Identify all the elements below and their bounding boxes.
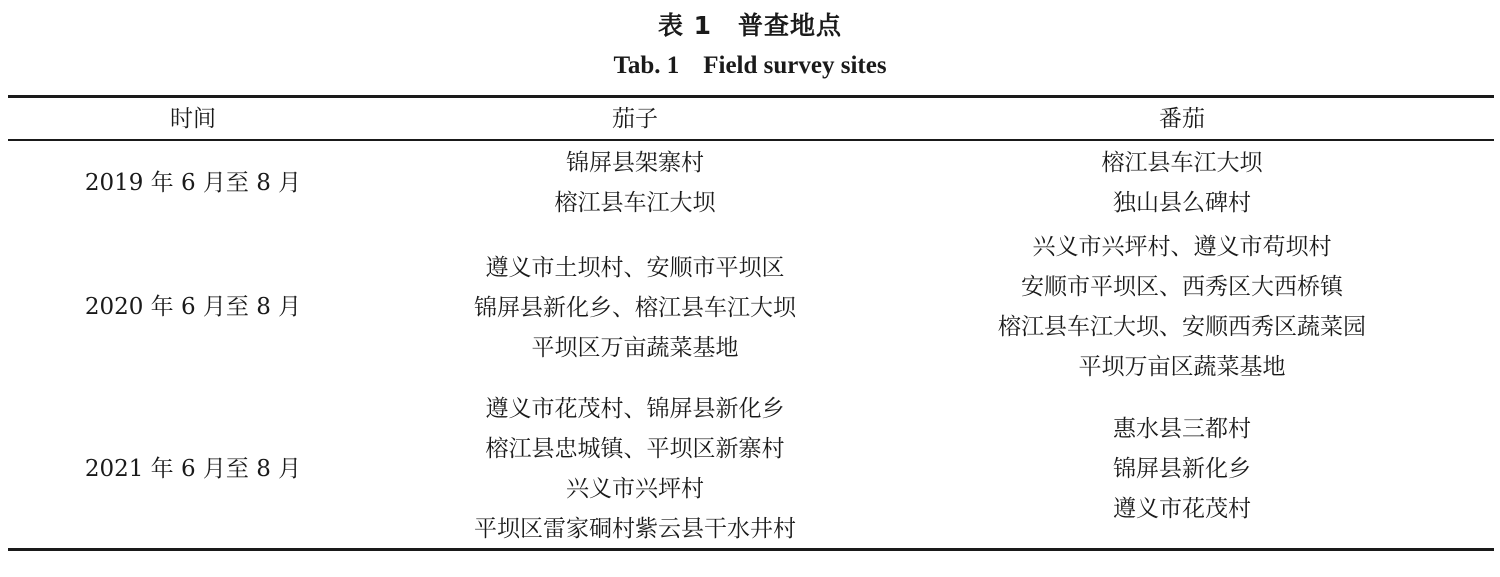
site-entry: 榕江县车江大坝、安顺西秀区蔬菜园: [998, 314, 1366, 340]
table-caption-chinese: [0, 6, 1500, 42]
table-number-english: Tab. 1: [613, 52, 680, 79]
site-entry: 平坝区雷家硐村紫云县干水井村: [474, 516, 796, 542]
site-entry: 平坝区万亩蔬菜基地: [531, 335, 739, 361]
site-entry: 锦屏县架寨村: [566, 150, 704, 176]
table-bottom-rule: [8, 548, 1494, 551]
site-entry: 遵义市花茂村: [1113, 496, 1251, 522]
table-header-rule: [8, 139, 1494, 141]
row-2019-time: 2019 年 6 月至 8 月: [84, 170, 302, 196]
header-tomato: 番茄: [1159, 106, 1205, 132]
site-entry: 遵义市土坝村、安顺市平坝区: [485, 255, 785, 281]
table-caption-english: [0, 52, 1500, 80]
site-entry: 锦屏县新化乡、榕江县车江大坝: [474, 295, 796, 321]
row-2021-time: 2021 年 6 月至 8 月: [84, 456, 302, 482]
row-2020-time: 2020 年 6 月至 8 月: [84, 294, 302, 320]
site-entry: 安顺市平坝区、西秀区大西桥镇: [1021, 274, 1343, 300]
row-2021-tomato-sites: [892, 409, 1472, 529]
site-entry: 兴义市兴坪村、遵义市苟坝村: [1032, 234, 1332, 260]
row-2020-tomato-sites: [892, 227, 1472, 387]
table-number-chinese: 表 1: [657, 11, 713, 40]
site-entry: 榕江县车江大坝: [554, 190, 716, 216]
table-title-english: Field survey sites: [703, 52, 887, 79]
row-2021-eggplant-sites: [378, 389, 892, 549]
site-entry: 兴义市兴坪村: [566, 476, 704, 502]
table-top-rule: [8, 95, 1494, 98]
site-entry: 惠水县三都村: [1113, 416, 1251, 442]
row-2019-tomato-sites: [892, 143, 1472, 223]
row-2019-eggplant-sites: [378, 143, 892, 223]
site-entry: 平坝万亩区蔬菜基地: [1078, 354, 1286, 380]
site-entry: 锦屏县新化乡: [1113, 456, 1251, 482]
site-entry: 独山县么碑村: [1113, 190, 1251, 216]
row-2020-eggplant-sites: [378, 248, 892, 368]
site-entry: 榕江县车江大坝: [1101, 150, 1263, 176]
header-eggplant: 茄子: [612, 106, 658, 132]
table-title-chinese: 普查地点: [738, 11, 843, 40]
header-time: 时间: [170, 106, 216, 132]
site-entry: 榕江县忠城镇、平坝区新寨村: [485, 436, 785, 462]
site-entry: 遵义市花茂村、锦屏县新化乡: [485, 396, 785, 422]
